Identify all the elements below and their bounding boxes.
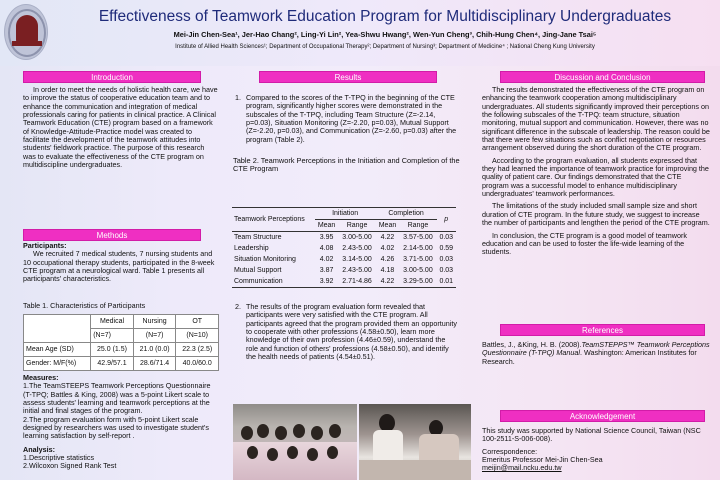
table2-caption: Table 2. Teamwork Perceptions in the Initiation and Completion of the CTE Program	[233, 156, 460, 174]
methods-heading: Methods	[23, 229, 201, 241]
table-cell: Gender: M/F(%)	[24, 357, 91, 371]
table-cell: Leadership	[234, 245, 269, 252]
funding-text: This study was supported by National Science Council, Taiwan (NSC 100-2511-S-006-008).	[482, 426, 701, 444]
poster-title: Effectiveness of Teamwork Education Program for Multidisciplinary Undergraduates	[98, 8, 672, 25]
table-cell: 4.18	[380, 267, 395, 274]
table-cell: 0.03	[439, 234, 454, 241]
table-cell: 28.6/71.4	[133, 357, 176, 371]
table-header-row	[232, 208, 456, 220]
table-cell: 3.29-5.00	[399, 276, 436, 288]
table-cell: 0.03	[439, 256, 454, 263]
table-cell	[24, 315, 91, 343]
results-item-2	[232, 303, 458, 361]
analysis-item: 2.Wilcoxon Signed Rank Test	[23, 461, 117, 471]
discussion-paragraph: The limitations of the study included small sample size and short duration of CTE program. In the future study, we suggest to increase the number of participants and lengthen the period of the CTE program.	[482, 201, 710, 228]
results-item-1-text: Compared to the scores of the T-TPQ in the beginning of the CTE program, significantly higher scores were demonstrated in the subscales of the T-TPQ, including Team Structure (Z=-2.14, p=0.03), Situation Monitoring (Z=-2.20, p=0.03), Mutual Support (Z=-2.20, p=0.03), and Communication (Z=-2.60, p=0.03) after the program (Table 2).	[246, 93, 457, 144]
analysis-label: Analysis:	[23, 444, 55, 454]
table-cell: 3.57-5.00	[403, 234, 433, 241]
table-cell: Team Structure	[234, 234, 282, 241]
table-cell: 4.08	[319, 245, 334, 252]
table-header: Medical	[91, 315, 134, 329]
table-group-header: Completion	[376, 208, 437, 220]
table-cell: Mutual Support	[234, 267, 282, 274]
table-row	[232, 265, 456, 276]
table-row	[232, 254, 456, 265]
table-cell: 3.00-5.00	[403, 267, 433, 274]
table-cell: 3.00-5.00	[342, 234, 372, 241]
table-row	[24, 343, 219, 357]
acknowledgement-text	[482, 427, 710, 473]
correspondence-label: Correspondence:	[482, 446, 538, 456]
table-header: (N=7)	[91, 329, 134, 343]
table-cell: Situation Monitoring	[234, 256, 296, 263]
email-link[interactable]: meijin@mail.ncku.edu.tw	[482, 463, 562, 473]
measures-label: Measures:	[23, 373, 59, 382]
table-cell: 42.9/57.1	[91, 357, 134, 371]
table-header: Range	[399, 220, 436, 232]
results-heading: Results	[259, 71, 437, 83]
table-cell: 4.22	[376, 276, 400, 288]
reference-item	[482, 341, 710, 366]
measure-item: 1.The TeamSTEEPS Teamwork Perceptions Questionnaire (T-TPQ; Battles & King, 2008) was a 5-point Likert scale to assess students' learning and teamwork perceptions at the initial and final stages of the program.	[23, 381, 211, 416]
discussion-paragraph: The results demonstrated the effectiveness of the CTE program on enhancing the teamwork cooperation among multidisciplinary undergraduates. All students significantly improved their perceptions on the following subscales of the T-TPQ: team structure, situation monitoring, mutual support and communication. However, there was no significant difference in the subscale of leadership. The reason could be that there were few situations such as conflict negotiation or resources arrangement observed during the short duration of the CTE program.	[482, 85, 710, 153]
institutions: Institute of Allied Health Sciences¹; Department of Occupational Therapy²; Department of Nursing³; Department of Medicine⁴ ; National Cheng Kung University	[175, 44, 595, 50]
table-cell: 22.3 (2.5)	[176, 343, 219, 357]
table-header: OT	[176, 315, 219, 329]
table-header: Teamwork Perceptions	[232, 208, 315, 232]
table-header: (N=7)	[133, 329, 176, 343]
table-cell: 4.22	[380, 234, 395, 241]
results-item-2-text: The results of the program evaluation form revealed that participants were very satisfied with the CTE program. All participants agreed that the program provided them an opportunity to cooperate with other professions (4.58±0.50), learn more knowledge of their own profession (4.46±0.59), understand the role and function of others' professions (4.58±0.50), and identify the health needs of patients (4.54±0.51).	[246, 302, 457, 362]
table-row	[232, 232, 456, 244]
table-characteristics	[23, 314, 219, 371]
table-header: Mean	[376, 220, 400, 232]
discussion-paragraph: In conclusion, the CTE program is a good model of teamwork education and can be used to foster the life-wide learning of the students.	[482, 230, 687, 257]
table-row	[232, 276, 456, 288]
table-cell: 40.0/60.0	[176, 357, 219, 371]
table-cell: 0.03	[439, 267, 454, 274]
university-logo-icon	[4, 4, 48, 60]
bedside-practice-photo	[359, 404, 471, 480]
table-header: (N=10)	[176, 329, 219, 343]
table-cell: 3.14-5.00	[342, 256, 372, 263]
table-header-row	[24, 315, 219, 329]
table-header: p	[437, 208, 457, 232]
measures-section	[23, 374, 219, 471]
table-cell: 2.43-5.00	[342, 245, 372, 252]
acknowledgement-heading: Acknowledgement	[500, 410, 705, 422]
table-group-header: Initiation	[315, 208, 376, 220]
reference-title: TeamSTEPPS™ Teamwork Perceptions Questionnaire (T-TPQ) Manual	[482, 340, 710, 358]
introduction-text	[23, 86, 219, 169]
results-item-1	[232, 94, 458, 144]
table-cell: 3.87	[319, 267, 334, 274]
authors: Mei-Jin Chen-Sea¹, Jer-Hao Chang², Ling-Yi Lin², Yea-Shwu Hwang², Wen-Yun Cheng³, Chih-Hung Chen⁴, Jing-Jane Tsai⁵	[173, 30, 597, 39]
discussion-text	[482, 86, 710, 257]
references-heading: References	[500, 324, 705, 336]
table-row	[232, 243, 456, 254]
table-cell: 4.26	[380, 256, 395, 263]
participants-text: We recruited 7 medical students, 7 nursing students and 10 occupational therapy students, participated in the 8-week CTE program at a neurological ward. Table 1 presents all participants' characteristics.	[23, 249, 215, 284]
participants-label: Participants:	[23, 241, 67, 250]
table-cell: 3.71-5.00	[403, 256, 433, 263]
table1-caption: Table 1. Characteristics of Participants	[23, 301, 146, 310]
introduction-paragraph: In order to meet the needs of holistic health care, we have to improve the status of cooperative education team and to enhance the communication and integration of medical professionals caring for patients in clinical practice. A Clinical Teamwork Education (CTE) program based on a framework of Knowledge-Attitude-Practice model was created to facilitate the development of the teamwork attitudes into students' fieldwork practice. The purpose of this research was to evaluate the effectiveness of the CTE program on multidiscipline undergraduates.	[23, 85, 218, 170]
reference-authors: Battles, J., &King, H. B. (2008).	[482, 340, 582, 349]
table-cell: 4.02	[380, 245, 395, 252]
list-number: 2.	[235, 302, 241, 311]
table-header: Mean	[315, 220, 339, 232]
table-header: Range	[338, 220, 375, 232]
measure-item: 2.The program evaluation form with 5-point Likert scale designed by researchers was used to investigate student's learning satisfaction by self-report .	[23, 414, 209, 441]
group-photo	[233, 404, 357, 480]
table-row	[24, 357, 219, 371]
table-cell: 2.14-5.00	[403, 245, 433, 252]
table-cell: Communication	[232, 276, 315, 288]
table-cell: 4.02	[319, 256, 334, 263]
table-teamwork-perceptions	[232, 207, 456, 288]
correspondence-name: Emeritus Professor Mei-Jin Chen-Sea	[482, 455, 603, 465]
table-cell: 3.95	[319, 234, 334, 241]
reference-publisher: . Washington: American Institutes for Research.	[482, 348, 697, 366]
participants-section	[23, 242, 219, 284]
discussion-heading: Discussion and Conclusion	[500, 71, 705, 83]
table-cell: 2.43-5.00	[342, 267, 372, 274]
table-cell: Mean Age (SD)	[24, 343, 91, 357]
discussion-paragraph: According to the program evaluation, all students expressed that they had learned the importance of teamwork practice for improving the quality of patient care. Our findings demonstrated that the CTE program was a successful model to enhance multidisciplinary undergraduates' teamwork performances.	[482, 155, 709, 199]
poster-header	[0, 0, 720, 66]
table-header: Nursing	[133, 315, 176, 329]
table-cell: 2.71-4.86	[338, 276, 375, 288]
list-number: 1.	[235, 93, 241, 102]
table-cell: 21.0 (0.0)	[133, 343, 176, 357]
table-cell: 25.0 (1.5)	[91, 343, 134, 357]
analysis-item: 1.Descriptive statistics	[23, 453, 95, 463]
table-cell: 3.92	[315, 276, 339, 288]
table-cell: 0.01	[437, 276, 457, 288]
introduction-heading: Introduction	[23, 71, 201, 83]
table-cell: 0.59	[439, 245, 454, 252]
